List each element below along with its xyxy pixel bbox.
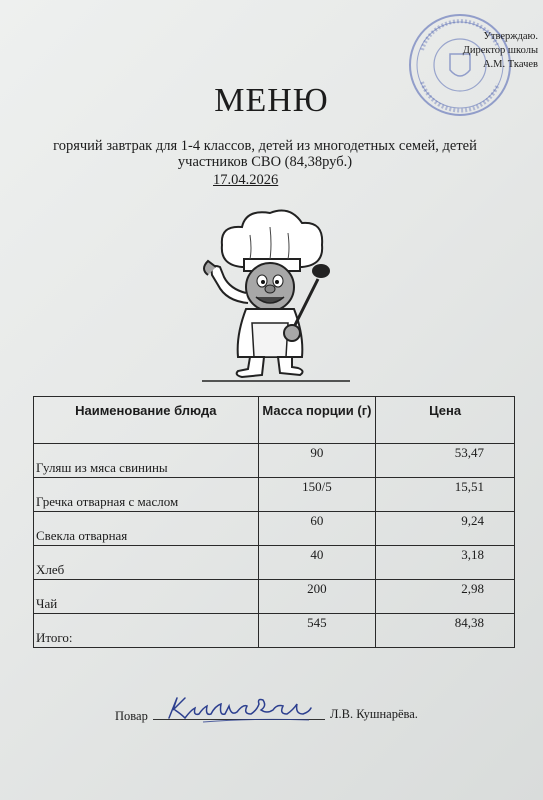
- dish-name: Гуляш из мяса свинины: [34, 444, 259, 478]
- table-header-row: [34, 397, 515, 444]
- dish-mass: 40: [258, 546, 376, 580]
- table-row: [34, 444, 515, 478]
- table-row: [34, 580, 515, 614]
- total-mass: 545: [258, 614, 376, 648]
- table-total-row: [34, 614, 515, 648]
- approval-line-approved: Утверждаю.: [483, 31, 538, 42]
- menu-table: [33, 396, 515, 648]
- dish-price: 3,18: [376, 546, 515, 580]
- page-title: МЕНЮ: [214, 82, 329, 119]
- dish-mass: 200: [258, 580, 376, 614]
- dish-price: 9,24: [376, 512, 515, 546]
- table-row: [34, 512, 515, 546]
- dish-name: Свекла отварная: [34, 512, 259, 546]
- dish-mass: 60: [258, 512, 376, 546]
- column-header-price: Цена: [376, 397, 515, 444]
- handwritten-signature: [163, 692, 313, 726]
- dish-name: Чай: [34, 580, 259, 614]
- total-label: Итого:: [34, 614, 259, 648]
- dish-price: 53,47: [376, 444, 515, 478]
- approval-line-position: Директор школы: [462, 45, 538, 56]
- cook-label: Повар: [115, 709, 148, 723]
- chef-illustration: [190, 205, 350, 383]
- approval-line-director-name: А.М. Ткачев: [482, 59, 538, 70]
- dish-name: Гречка отварная с маслом: [34, 478, 259, 512]
- dish-name: Хлеб: [34, 546, 259, 580]
- dish-price: 15,51: [376, 478, 515, 512]
- approval-block: [440, 30, 538, 72]
- dish-price: 2,98: [376, 580, 515, 614]
- column-header-dish: Наименование блюда: [34, 397, 259, 444]
- table-row: [34, 546, 515, 580]
- menu-subtitle: горячий завтрак для 1-4 классов, детей из многодетных семей, детей участников СВО (84,38руб.): [53, 138, 477, 170]
- dish-mass: 90: [258, 444, 376, 478]
- column-header-mass: Масса порции (г): [258, 397, 376, 444]
- total-price: 84,38: [376, 614, 515, 648]
- cook-name: Л.В. Кушнарёва.: [330, 707, 418, 721]
- menu-date: 17.04.2026: [213, 172, 279, 188]
- table-row: [34, 478, 515, 512]
- dish-mass: 150/5: [258, 478, 376, 512]
